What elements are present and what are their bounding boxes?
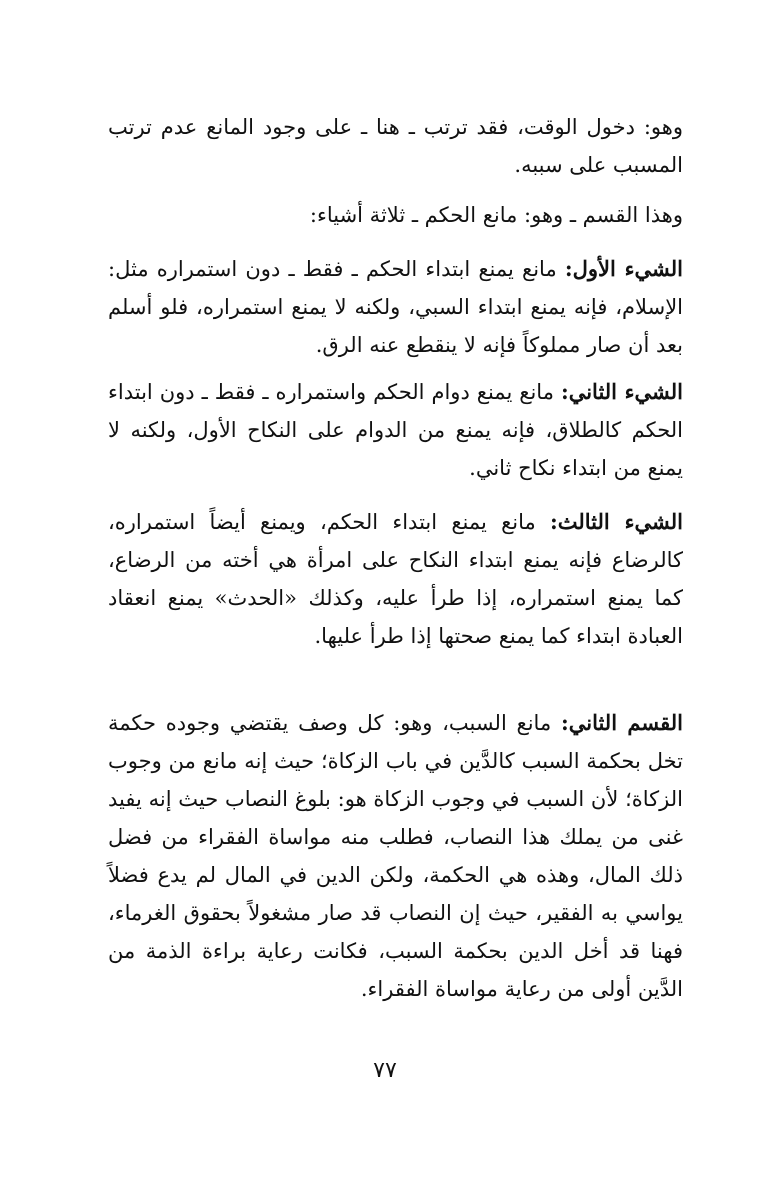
page-number: ٧٧ — [373, 1058, 397, 1083]
intro-text: وهو: دخول الوقت، فقد ترتب ـ هنا ـ على وجود المانع عدم ترتب المسبب على سببه. — [108, 115, 683, 177]
third-thing-text: مانع يمنع ابتداء الحكم، ويمنع أيضاً استمراره، كالرضاع فإنه يمنع ابتداء النكاح على امرأة هي أخته من الرضاع، كما يمنع استمراره، إذا طرأ عليه، وكذلك «الحدث» يمنع انعقاد العبادة ابتداء كما يمنع صحتها إذا طرأ عليها. — [108, 510, 683, 648]
second-section-text: مانع السبب، وهو: كل وصف يقتضي وجوده حكمة تخل بحكمة السبب كالدَّين في باب الزكاة؛ حيث إنه مانع من وجوب الزكاة؛ لأن السبب في وجوب الزكاة هو: بلوغ النصاب حيث إنه يفيد غنى من يملك هذا النصاب، فطلب منه مواساة الفقراء من فضل ذلك المال، وهذه هي الحكمة، ولكن الدين في المال لم يدع فضلاً يواسي به الفقير، حيث إن النصاب قد صار مشغولاً بحقوق الغرماء، فهنا قد أخل الدين بحكمة السبب، فكانت رعاية براءة الذمة من الدَّين أولى من رعاية مواساة الفقراء. — [108, 711, 683, 1001]
intro-paragraph — [108, 108, 683, 184]
first-thing-paragraph — [108, 250, 683, 364]
section-intro-paragraph — [108, 196, 770, 234]
third-thing-term: الشيء الثالث: — [550, 509, 683, 534]
second-thing-text: مانع يمنع دوام الحكم واستمراره ـ فقط ـ دون ابتداء الحكم كالطلاق، فإنه يمنع من الدوام على النكاح الأول، ولكنه لا يمنع من ابتداء نكاح ثاني. — [108, 380, 683, 480]
second-section-term: القسم الثاني: — [560, 710, 683, 735]
section-intro-text: وهذا القسم ـ وهو: مانع الحكم ـ ثلاثة أشياء: — [309, 203, 683, 227]
second-section-paragraph — [108, 704, 683, 1008]
first-thing-text: مانع يمنع ابتداء الحكم ـ فقط ـ دون استمراره مثل: الإسلام، فإنه يمنع ابتداء السبي، ولكنه لا يمنع استمراره، فلو أسلم بعد أن صار مملوكاً فإنه لا ينقطع عنه الرق. — [108, 257, 683, 357]
second-thing-term: الشيء الثاني: — [560, 379, 683, 404]
second-thing-paragraph — [108, 373, 683, 487]
third-thing-paragraph — [108, 503, 683, 655]
first-thing-term: الشيء الأول: — [564, 256, 683, 281]
